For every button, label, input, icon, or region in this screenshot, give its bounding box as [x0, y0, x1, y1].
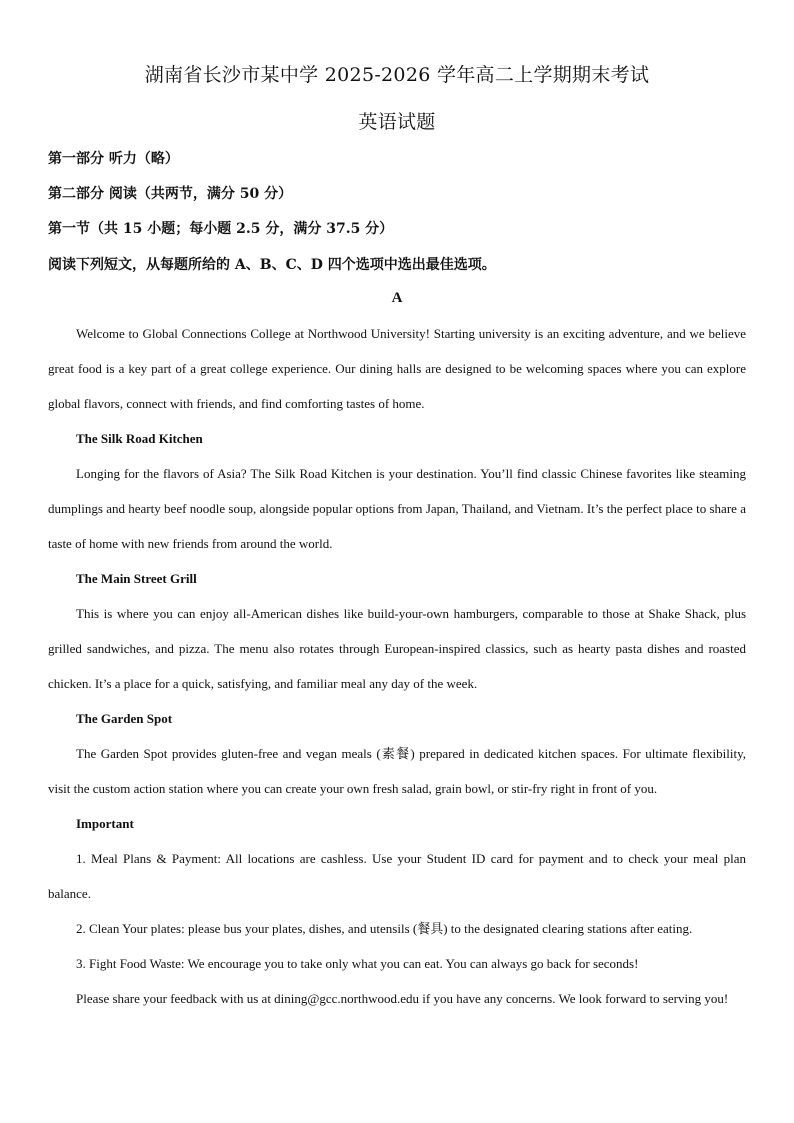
exam-subtitle: 英语试题 [358, 111, 436, 133]
venue-heading: The Garden Spot [76, 711, 173, 726]
section-instruction: 阅读下列短文，从每题所给的 A、B、C、D 四个选项中选出最佳选项。 [48, 257, 496, 273]
venue-heading: The Main Street Grill [76, 571, 197, 586]
venue-heading: The Silk Road Kitchen [76, 431, 203, 446]
section-listening: 第一部分 听力（略） [48, 151, 179, 167]
closing-text: Please share your feedback with us at dining@gcc.northwood.edu if you have any concerns. We look forward to serving you! [76, 991, 729, 1006]
passage-letter: A [391, 290, 403, 306]
important-item: 2. Clean Your plates: please bus your plates, dishes, and utensils (餐具) to the designated clearing stations after eating. [76, 921, 693, 936]
section-part-one: 第一节（共 15 小题；每小题 2.5 分，满分 37.5 分） [48, 221, 394, 237]
important-item: 3. Fight Food Waste: We encourage you to take only what you can eat. You can always go back for seconds! [76, 956, 639, 971]
important-heading: Important [76, 816, 134, 831]
venue-text: Longing for the flavors of Asia? The Silk Road Kitchen is your destination. You’ll find classic Chinese favorites like steaming dumplings and hearty beef noodle soup, alongside popular options from Japan, Thailand, and Vietnam. It’s the perfect place to share a taste of home with new friends from around the world. [48, 466, 746, 551]
passage-body [48, 316, 746, 1016]
section-reading: 第二部分 阅读（共两节，满分 50 分） [48, 186, 293, 202]
venue-text: The Garden Spot provides gluten-free and vegan meals (素餐) prepared in dedicated kitchen spaces. For ultimate flexibility, visit the custom action station where you can create your own fresh salad, grain bowl, or stir-fry right in front of you. [48, 746, 746, 796]
important-item: 1. Meal Plans & Payment: All locations are cashless. Use your Student ID card for payment and to check your meal plan balance. [48, 851, 746, 901]
passage-intro: Welcome to Global Connections College at Northwood University! Starting university is an exciting adventure, and we believe great food is a key part of a great college experience. Our dining halls are designed to be welcoming spaces where you can explore global flavors, connect with friends, and find comforting tastes of home. [48, 326, 746, 411]
exam-title: 湖南省长沙市某中学 2025-2026 学年高二上学期期末考试 [144, 64, 650, 86]
venue-text: This is where you can enjoy all-American dishes like build-your-own hamburgers, comparable to those at Shake Shack, plus grilled sandwiches, and pizza. The menu also rotates through European-inspired classics, such as hearty pasta dishes and roasted chicken. It’s a place for a quick, satisfying, and familiar meal any day of the week. [48, 606, 746, 691]
